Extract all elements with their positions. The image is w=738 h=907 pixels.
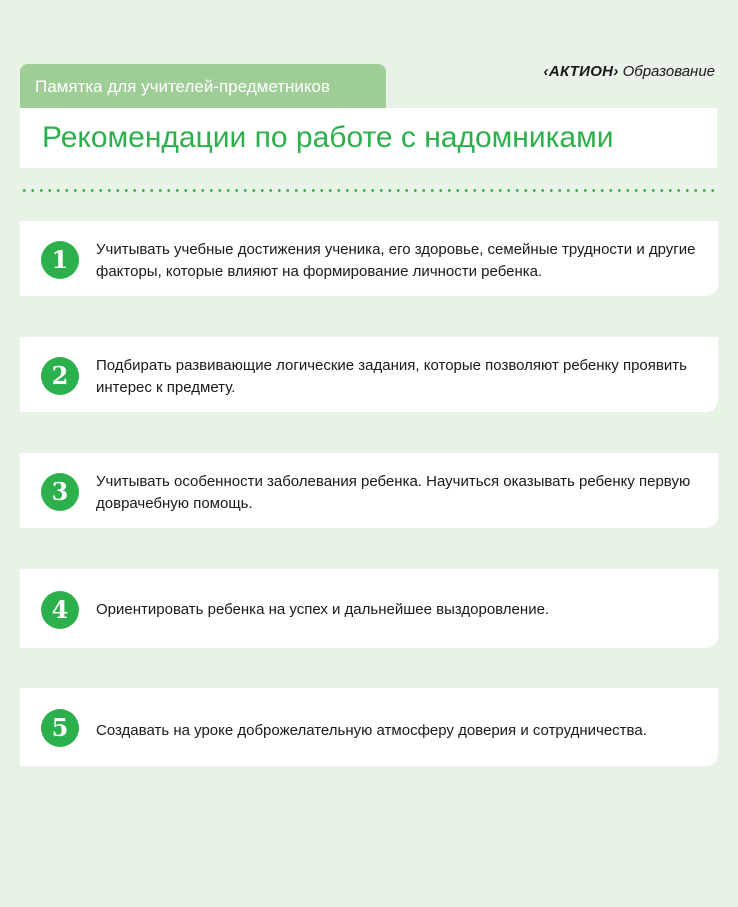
page-title: Рекомендации по работе с надомниками bbox=[42, 121, 614, 154]
recommendation-text: Подбирать развивающие логические задания, которые позволяют ребенку проявить интерес к предмету. bbox=[96, 357, 687, 396]
recommendation-card-2 bbox=[20, 337, 718, 412]
number-badge: 3 bbox=[41, 473, 79, 511]
recommendation-card-1 bbox=[20, 221, 718, 296]
brand-logo bbox=[544, 61, 715, 83]
recommendation-text: Создавать на уроке доброжелательную атмосферу доверия и сотрудничества. bbox=[96, 722, 647, 739]
recommendation-card-4 bbox=[20, 569, 718, 648]
recommendation-text: Учитывать учебные достижения ученика, его здоровье, семейные трудности и другие факторы, которые влияют на формирование личности ребенка. bbox=[96, 241, 696, 280]
number-badge: 1 bbox=[41, 241, 79, 279]
number-badge: 5 bbox=[41, 709, 79, 747]
recommendation-text: Ориентировать ребенка на успех и дальнейшее выздоровление. bbox=[96, 601, 550, 618]
recommendation-text: Учитывать особенности заболевания ребенка. Научиться оказывать ребенку первую доврачебную помощь. bbox=[96, 473, 691, 512]
dotted-divider bbox=[20, 189, 718, 192]
recommendation-card-3 bbox=[20, 453, 718, 528]
brand-subtitle: Образование bbox=[622, 63, 715, 80]
recommendation-card-5 bbox=[20, 688, 718, 766]
memo-tag: Памятка для учителей-предметников bbox=[20, 64, 386, 108]
title-box bbox=[20, 108, 717, 168]
brand-mark: ‹АКТИОН› bbox=[543, 63, 619, 80]
number-badge: 2 bbox=[41, 357, 79, 395]
number-badge: 4 bbox=[41, 591, 79, 629]
